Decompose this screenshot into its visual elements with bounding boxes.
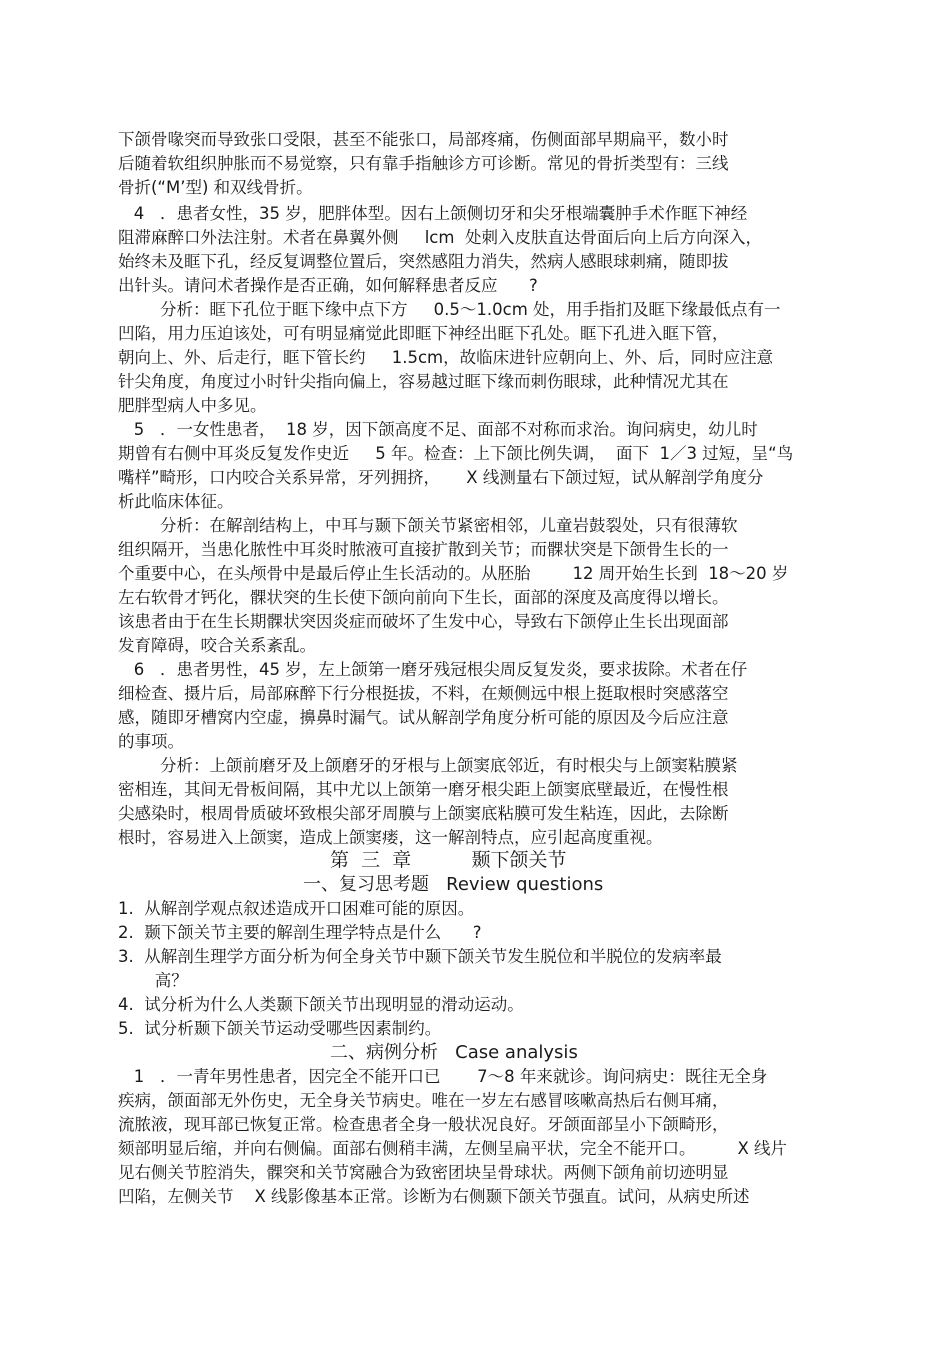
text-line: 该患者由于在生长期髁状突因炎症而破坏了生发中心，导致右下颌停止生长出现面部 (118, 612, 729, 631)
text-line: 下颌骨喙突而导致张口受限，甚至不能张口，局部疼痛，伤侧面部早期扁平，数小时 (118, 130, 729, 149)
text-line: 尖感染时，根周骨质破坏致根尖部牙周膜与上颌窦底粘膜可发生粘连，因此，去除断 (118, 804, 729, 823)
question-item: 高？ (118, 971, 188, 990)
text-line: 分析：上颌前磨牙及上颌磨牙的牙根与上颌窦底邻近，有时根尖与上颌窦粘膜紧 (118, 756, 738, 775)
section-title: 二、病例分析 Case analysis (330, 1042, 578, 1063)
text-line: 4 ．患者女性，35 岁，肥胖体型。因右上颌侧切牙和尖牙根端囊肿手术作眶下神经 (118, 204, 748, 223)
text-line: 朝向上、外、后走行，眶下管长约 1.5cm，故临床进针应朝向上、外、后，同时应注意 (118, 348, 774, 367)
text-line: 流脓液，现耳部已恢复正常。检查患者全身一般状况良好。牙颌面部呈小下颌畸形， (118, 1115, 729, 1134)
question-item: 3. 从解剖生理学方面分析为何全身关节中颞下颌关节发生脱位和半脱位的发病率最 (118, 947, 722, 966)
section-title: 一、复习思考题 Review questions (303, 874, 604, 895)
text-line: 5 ．一女性患者， 18 岁，因下颌高度不足、面部不对称而求治。询问病史，幼儿时 (118, 420, 758, 439)
text-line: 根时，容易进入上颌窦，造成上颌窦瘘，这一解剖特点，应引起高度重视。 (118, 828, 663, 847)
text-line: 出针头。请问术者操作是否正确，如何解释患者反应 ? (118, 276, 538, 295)
text-line: 6 ．患者男性，45 岁，左上颌第一磨牙残冠根尖周反复发炎，要求拔除。术者在仔 (118, 660, 748, 679)
chapter-title: 第 三 章 颞下颌关节 (330, 849, 567, 871)
text-line: 疾病，颌面部无外伤史，无全身关节病史。唯在一岁左右感冒咳嗽高热后右侧耳痛， (118, 1091, 729, 1110)
text-line: 嘴样”畸形，口内咬合关系异常，牙列拥挤， X 线测量右下颌过短，试从解剖学角度分 (118, 468, 764, 487)
text-line: 凹陷，左侧关节 X 线影像基本正常。诊断为右侧颞下颌关节强直。试问，从病史所述 (118, 1187, 750, 1206)
text-line: 感，随即牙槽窝内空虚，擤鼻时漏气。试从解剖学角度分析可能的原因及今后应注意 (118, 708, 729, 727)
text-line: 组织隔开，当患化脓性中耳炎时脓液可直接扩散到关节；而髁状突是下颌骨生长的一 (118, 540, 729, 559)
text-line: 左右软骨才钙化，髁状突的生长使下颌向前向下生长，面部的深度及高度得以增长。 (118, 588, 729, 607)
text-line: 1 ．一青年男性患者，因完全不能开口已 7～8 年来就诊。询问病史：既往无全身 (118, 1067, 768, 1086)
text-line: 细检查、摄片后，局部麻醉下行分根挺拔，不料，在颊侧远中根上挺取根时突感落空 (118, 684, 729, 703)
text-line: 期曾有右侧中耳炎反复发作史近 5 年。检查：上下颌比例失调， 面下 1／3 过短，呈“鸟 (118, 444, 794, 463)
text-line: 骨折(“M’型) 和双线骨折。 (118, 178, 313, 197)
question-item: 4. 试分析为什么人类颞下颌关节出现明显的滑动运动。 (118, 995, 524, 1014)
text-line: 阻滞麻醉口外法注射。术者在鼻翼外侧 lcm 处刺入皮肤直达骨面后向上后方向深入， (118, 228, 762, 247)
text-line: 凹陷，用力压迫该处，可有明显痛觉此即眶下神经出眶下孔处。眶下孔进入眶下管， (118, 324, 729, 343)
text-line: 肥胖型病人中多见。 (118, 396, 267, 415)
text-line: 始终未及眶下孔，经反复调整位置后，突然感阻力消失，然病人感眼球刺痛，随即拔 (118, 252, 729, 271)
text-line: 分析：在解剖结构上，中耳与颞下颌关节紧密相邻，儿童岩鼓裂处，只有很薄软 (118, 516, 738, 535)
question-item: 1. 从解剖学观点叙述造成开口困难可能的原因。 (118, 899, 475, 918)
text-line: 个重要中心，在头颅骨中是最后停止生长活动的。从胚胎 12 周开始生长到 18～20 岁 (118, 564, 789, 583)
text-line: 见右侧关节腔消失，髁突和关节窝融合为致密团块呈骨球状。两侧下颌角前切迹明显 (118, 1163, 729, 1182)
text-line: 分析：眶下孔位于眶下缘中点下方 0.5～1.0cm 处，用手指扪及眶下缘最低点有一 (118, 300, 781, 319)
question-item: 5. 试分析颞下颌关节运动受哪些因素制约。 (118, 1019, 442, 1038)
text-line: 发育障碍，咬合关系紊乱。 (118, 636, 316, 655)
text-line: 针尖角度，角度过小时针尖指向偏上，容易越过眶下缘而刺伤眼球，此种情况尤其在 (118, 372, 729, 391)
text-line: 析此临床体征。 (118, 492, 234, 511)
text-line: 后随着软组织肿胀而不易觉察，只有靠手指触诊方可诊断。常见的骨折类型有：三线 (118, 154, 729, 173)
text-line: 的事项。 (118, 732, 184, 751)
question-item: 2. 颞下颌关节主要的解剖生理学特点是什么 ? (118, 923, 482, 942)
text-line: 密相连，其间无骨板间隔，其中尤以上颌第一磨牙根尖距上颌窦底壁最近，在慢性根 (118, 780, 729, 799)
text-line: 颏部明显后缩，并向右侧偏。面部右侧稍丰满，左侧呈扁平状，完全不能开口。 X 线片 (118, 1139, 788, 1158)
